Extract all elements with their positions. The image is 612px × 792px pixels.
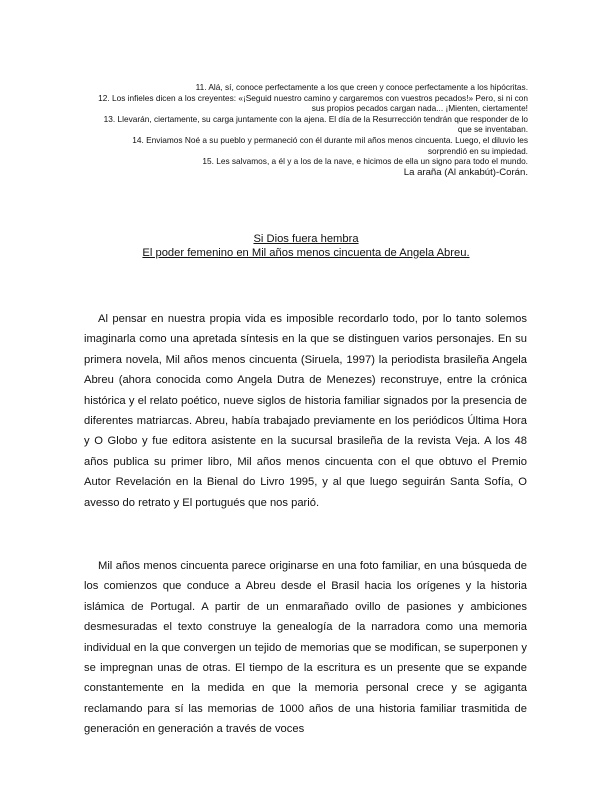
body-paragraph-2: Mil años menos cincuenta parece originarse en una foto familiar, en una búsqueda de los comienzos que conduce a Abreu desde el Brasil hacia los orígenes y la historia islámica de Portugal. A partir de un enmarañado ovillo de pasiones y ambiciones desmesuradas el texto construye la genealogía de la narradora como una memoria individual en la que convergen un tejido de memorias que se modifican, se superponen y se impregnan unas de otras. El tiempo de la escritura es un presente que se expande constantemente en la medida en que la memoria personal crece y se agiganta reclamando para sí las memorias de 1000 años de una historia familiar trasmitida de generación en generación a través de voces (84, 560, 527, 736)
epigraph-verse-11: 11. Alá, sí, conoce perfectamente a los que creen y conoce perfectamente a los hipócritas. (195, 82, 528, 92)
body-paragraph-1: Al pensar en nuestra propia vida es imposible recordarlo todo, por lo tanto solemos imaginarla como una apretada síntesis en la que se distinguen varios personajes. En su primera novela, Mil años menos cincuenta (Siruela, 1997) la periodista brasileña Angela Abreu (ahora conocida como Angela Dutra de Menezes) reconstruye, entre la crónica histórica y el relato poético, nueve siglos de historia familiar signados por la presencia de diferentes matriarcas. Abreu, había trabajado previamente en los periódicos Última Hora y O Globo y fue editora asistente en la sucursal brasileña de la revista Veja. A los 48 años publica su primer libro, Mil años menos cincuenta con el que obtuvo el Premio Autor Revelación en la Bienal do Livro 1995, y al que luego seguirán Santa Sofía, O avesso do retrato y El portugués que nos parió. (84, 313, 527, 509)
epigraph-verse-15: 15. Les salvamos, a él y a los de la nave, e hicimos de ella un signo para todo el mundo. (202, 156, 528, 167)
article-heading (96, 233, 516, 260)
epigraph-verse-14: 14. Enviamos Noé a su pueblo y permaneció con él durante mil años menos cincuenta. Luego, el diluvio les sorprendió en su impiedad. (132, 134, 528, 156)
article-subtitle: El poder femenino en Mil años menos cincuenta de Angela Abreu. (142, 246, 470, 259)
epigraph-verse-12: 12. Los infieles dicen a los creyentes: «¡Seguid nuestro camino y cargaremos con vuestros pecados!» Pero, si ni con sus propios pecados cargan nada... ¡Mienten, ciertamente! (98, 92, 528, 114)
article-title: Si Dios fuera hembra (253, 233, 359, 245)
epigraph-verse-13: 13. Llevarán, ciertamente, su carga juntamente con la ajena. El día de la Resurrección tendrán que responder de lo que se inventaban. (103, 113, 528, 135)
epigraph (96, 82, 528, 179)
epigraph-source: La araña (Al ankabút)-Corán. (403, 166, 528, 178)
